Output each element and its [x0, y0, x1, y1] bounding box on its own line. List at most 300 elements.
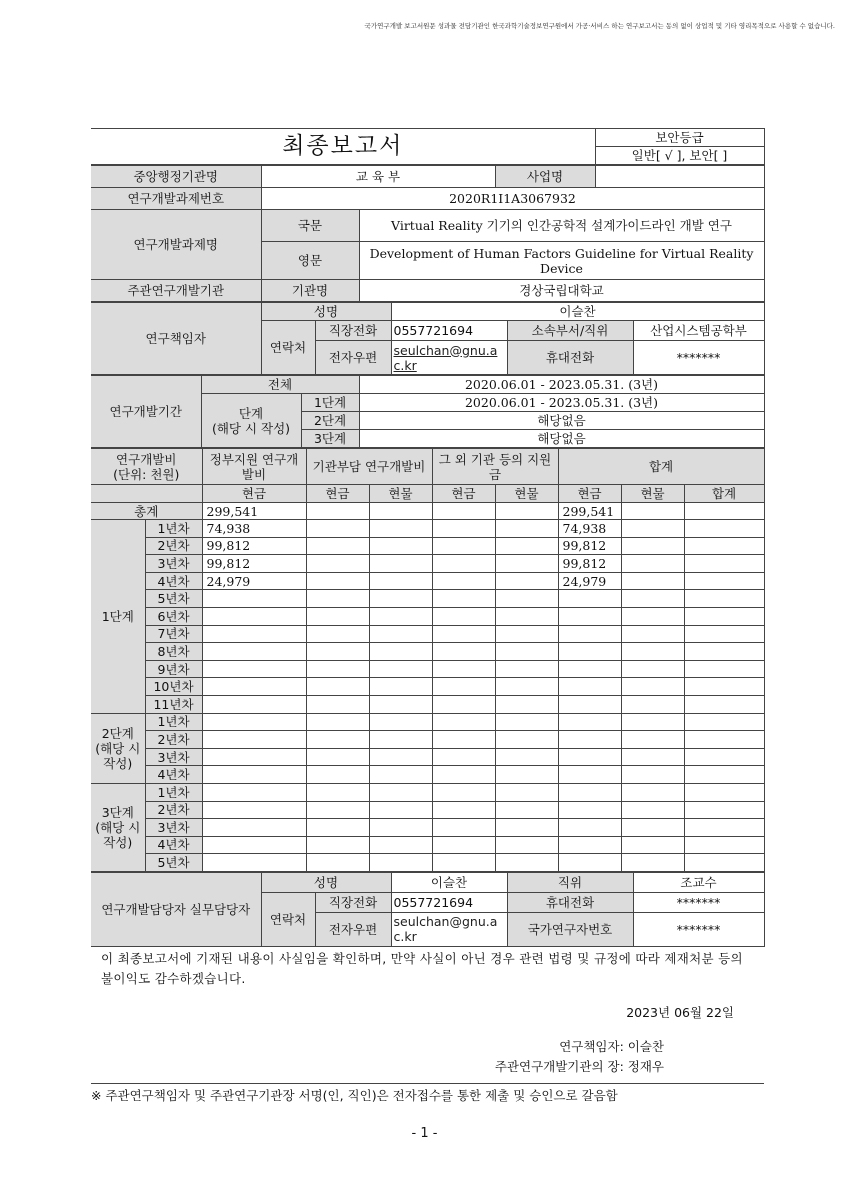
budget-total-cash: [558, 801, 621, 819]
budget-gov-cash: 99,812: [202, 555, 306, 573]
budget-cell: [684, 625, 764, 643]
budget-gov-cash: [202, 660, 306, 678]
budget-cell: [495, 854, 558, 872]
budget-cell: [621, 572, 684, 590]
budget-cell: [369, 607, 432, 625]
korean-title-label: 국문: [261, 210, 359, 242]
budget-year-row: [91, 695, 764, 713]
budget-cell: [684, 678, 764, 696]
budget-cell: [432, 713, 495, 731]
report-date: 2023년 06월 22일: [626, 1004, 734, 1020]
report-title: 최종보고서: [91, 129, 595, 165]
budget-cell: [369, 766, 432, 784]
budget-year-row: [91, 572, 764, 590]
budget-cell: [621, 819, 684, 837]
budget-cell: [369, 695, 432, 713]
budget-year-row: [91, 660, 764, 678]
period-stage-2-label: 2단계: [301, 412, 359, 430]
budget-cell: [684, 819, 764, 837]
budget-cell: [495, 537, 558, 555]
staff-mobile-value: *******: [633, 892, 764, 912]
final-report-form: [91, 128, 764, 1106]
budget-cell: [369, 801, 432, 819]
budget-cell: [684, 713, 764, 731]
budget-year-row: [91, 801, 764, 819]
period-stage-3-value: 해당없음: [359, 430, 764, 448]
budget-year-label: 4년차: [145, 836, 202, 854]
budget-cell: [369, 537, 432, 555]
period-total-label: 전체: [201, 376, 359, 394]
staff-name-value: 이슬찬: [391, 872, 507, 892]
budget-total-cash: [558, 660, 621, 678]
budget-col-total: 합계: [558, 449, 764, 485]
period-label: 연구개발기간: [91, 376, 201, 448]
budget-col-gov: 정부지원 연구개발비: [202, 449, 306, 485]
budget-cell: [621, 731, 684, 749]
pi-office-phone-label: 직장전화: [315, 321, 391, 341]
budget-cell: [495, 572, 558, 590]
stage2-label: 2단계 (해당 시 작성): [91, 713, 145, 783]
sub-inst-cash: 현금: [306, 485, 369, 503]
budget-cell: [369, 854, 432, 872]
budget-year-label: 1년차: [145, 783, 202, 801]
certification-statement: 이 최종보고서에 기재된 내용이 사실임을 확인하며, 만약 사실이 아닌 경우 관련 법령 및 규정에 따라 제재처분 등의 불이익도 감수하겠습니다.: [101, 950, 743, 986]
english-title-value: Development of Human Factors Guideline for Virtual Reality Device: [359, 242, 764, 280]
budget-cell: [306, 854, 369, 872]
budget-cell: [432, 678, 495, 696]
staff-office-phone-value: 0557721694: [391, 892, 507, 912]
budget-cell: [684, 537, 764, 555]
budget-cell: [621, 660, 684, 678]
project-name-label: 사업명: [495, 166, 595, 188]
budget-cell: [306, 713, 369, 731]
budget-year-row: [91, 713, 764, 731]
period-total-value: 2020.06.01 - 2023.05.31. (3년): [359, 376, 764, 394]
budget-total-cash: [558, 713, 621, 731]
period-table: [91, 375, 765, 448]
pi-label: 연구책임자: [91, 303, 261, 375]
budget-cell: [621, 643, 684, 661]
budget-cell: [369, 503, 432, 520]
budget-year-label: 5년차: [145, 854, 202, 872]
budget-year-label: 5년차: [145, 590, 202, 608]
budget-gov-cash: [202, 731, 306, 749]
task-title-label: 연구개발과제명: [91, 210, 261, 280]
budget-year-row: [91, 819, 764, 837]
signer-pi: 연구책임자: 이슬찬: [559, 1038, 664, 1054]
host-institution-label: 주관연구개발기관: [91, 280, 261, 302]
budget-cell: [369, 660, 432, 678]
budget-cell: [306, 819, 369, 837]
budget-cell: [495, 713, 558, 731]
budget-cell: [621, 854, 684, 872]
budget-gov-cash: [202, 607, 306, 625]
budget-gov-cash: [202, 801, 306, 819]
budget-cell: [369, 590, 432, 608]
pi-mobile-value: *******: [633, 341, 764, 375]
budget-cell: [684, 590, 764, 608]
budget-total-cash: 99,812: [558, 555, 621, 573]
budget-cell: [306, 678, 369, 696]
budget-year-label: 8년차: [145, 643, 202, 661]
budget-cell: [432, 643, 495, 661]
institution-name-label: 기관명: [261, 280, 359, 302]
budget-cell: [621, 625, 684, 643]
agency-value: 교 육 부: [261, 166, 495, 188]
pi-email-link[interactable]: seulchan@gnu.ac.kr: [393, 342, 498, 373]
budget-year-row: [91, 766, 764, 784]
budget-cell: [369, 713, 432, 731]
period-stage-1-value: 2020.06.01 - 2023.05.31. (3년): [359, 394, 764, 412]
budget-cell: [495, 819, 558, 837]
budget-gov-cash: [202, 854, 306, 872]
budget-cell: [432, 607, 495, 625]
budget-cell: [306, 695, 369, 713]
budget-cell: [621, 783, 684, 801]
budget-cell: [621, 678, 684, 696]
budget-cell: [369, 555, 432, 573]
budget-total-cash: [558, 678, 621, 696]
sub-inst-kind: 현물: [369, 485, 432, 503]
budget-cell: [684, 572, 764, 590]
budget-cell: [684, 555, 764, 573]
budget-label-cell: [91, 449, 202, 485]
budget-year-label: 6년차: [145, 607, 202, 625]
project-name-value: [595, 166, 764, 188]
staff-natl-id-label: 국가연구자번호: [507, 912, 633, 946]
budget-total-cash: [558, 643, 621, 661]
budget-gov-cash: [202, 643, 306, 661]
budget-subhead-blank: [91, 485, 202, 503]
budget-cell: [621, 695, 684, 713]
budget-year-label: 1년차: [145, 713, 202, 731]
budget-cell: [684, 660, 764, 678]
budget-cell: [306, 748, 369, 766]
budget-cell: [495, 643, 558, 661]
budget-cell: [621, 836, 684, 854]
period-stage-header: [201, 394, 301, 448]
staff-label: 연구개발담당자 실무담당자: [91, 872, 261, 946]
sub-other-kind: 현물: [495, 485, 558, 503]
pi-table: [91, 302, 765, 375]
budget-cell: [369, 819, 432, 837]
period-stage-1-label: 1단계: [301, 394, 359, 412]
budget-cell: [432, 801, 495, 819]
stage1-label: 1단계: [91, 520, 145, 714]
budget-cell: [306, 836, 369, 854]
sub-gov-cash: 현금: [202, 485, 306, 503]
period-stage-3-label: 3단계: [301, 430, 359, 448]
header-table: [91, 128, 765, 165]
budget-gov-cash: [202, 590, 306, 608]
budget-year-row: [91, 854, 764, 872]
budget-year-label: 2년차: [145, 801, 202, 819]
budget-cell: [621, 713, 684, 731]
budget-cell: [684, 695, 764, 713]
staff-email-link[interactable]: seulchan@gnu.ac.kr: [393, 914, 498, 945]
budget-total-cash: [558, 731, 621, 749]
staff-table: [91, 872, 765, 947]
budget-gov-cash: [202, 713, 306, 731]
budget-year-label: 10년차: [145, 678, 202, 696]
budget-cell: [495, 748, 558, 766]
pi-name-value: 이슬찬: [391, 303, 764, 321]
budget-cell: [306, 643, 369, 661]
budget-col-other: 그 외 기관 등의 지원금: [432, 449, 558, 485]
task-number-value: 2020R1I1A3067932: [261, 188, 764, 210]
budget-cell: [495, 660, 558, 678]
budget-cell: [684, 766, 764, 784]
budget-cell: [432, 766, 495, 784]
budget-total-cash: [558, 854, 621, 872]
budget-year-label: 11년차: [145, 695, 202, 713]
budget-gov-cash: 74,938: [202, 520, 306, 538]
budget-cell: [621, 590, 684, 608]
budget-gov-cash: 99,812: [202, 537, 306, 555]
budget-cell: [621, 520, 684, 538]
budget-year-row: [91, 537, 764, 555]
budget-cell: [306, 537, 369, 555]
budget-cell: [495, 836, 558, 854]
budget-total-cash: [558, 836, 621, 854]
budget-cell: [306, 555, 369, 573]
budget-cell: [432, 590, 495, 608]
budget-year-row: [91, 625, 764, 643]
budget-year-label: 1년차: [145, 520, 202, 538]
budget-cell: [432, 854, 495, 872]
budget-cell: [306, 660, 369, 678]
budget-cell: [306, 607, 369, 625]
budget-total-cash: [558, 625, 621, 643]
signer-head: 주관연구개발기관의 장: 정재우: [494, 1058, 664, 1074]
budget-cell: [621, 766, 684, 784]
budget-cell: [684, 731, 764, 749]
task-number-label: 연구개발과제번호: [91, 188, 261, 210]
institution-name-value: 경상국립대학교: [359, 280, 764, 302]
budget-total-cash: [558, 590, 621, 608]
staff-office-phone-label: 직장전화: [315, 892, 391, 912]
budget-cell: [369, 625, 432, 643]
budget-total-sum-cash: 299,541: [558, 503, 621, 520]
sub-total-sum: 합계: [684, 485, 764, 503]
agency-label: 중앙행정기관명: [91, 166, 261, 188]
copyright-notice: 국가연구개발 보고서원문 성과물 전담기관인 한국과학기술정보연구원에서 가공·서비스 하는 연구보고서는 동의 없이 상업적 및 기타 영리목적으로 사용할 수 없습니다.: [364, 22, 835, 30]
budget-cell: [495, 731, 558, 749]
budget-cell: [621, 503, 684, 520]
budget-year-row: [91, 731, 764, 749]
budget-cell: [432, 836, 495, 854]
budget-total-cash: [558, 819, 621, 837]
budget-year-label: 3년차: [145, 819, 202, 837]
korean-title-value: Virtual Reality 기기의 인간공학적 설계가이드라인 개발 연구: [359, 210, 764, 242]
budget-label: 연구개발비: [116, 451, 177, 467]
budget-year-row: [91, 678, 764, 696]
budget-gov-cash: [202, 766, 306, 784]
budget-col-inst: 기관부담 연구개발비: [306, 449, 432, 485]
staff-name-label: 성명: [261, 872, 391, 892]
budget-year-row: [91, 520, 764, 538]
budget-cell: [432, 660, 495, 678]
budget-gov-cash: 24,979: [202, 572, 306, 590]
budget-year-label: 3년차: [145, 555, 202, 573]
budget-cell: [621, 801, 684, 819]
budget-year-row: [91, 643, 764, 661]
budget-cell: [369, 643, 432, 661]
budget-year-row: [91, 607, 764, 625]
budget-cell: [306, 766, 369, 784]
budget-total-gov-cash: 299,541: [202, 503, 306, 520]
staff-position-value: 조교수: [633, 872, 764, 892]
budget-year-label: 2년차: [145, 537, 202, 555]
budget-cell: [684, 854, 764, 872]
budget-cell: [432, 520, 495, 538]
staff-position-label: 직위: [507, 872, 633, 892]
budget-year-label: 4년차: [145, 572, 202, 590]
budget-cell: [432, 537, 495, 555]
staff-email-value[interactable]: [391, 912, 507, 946]
budget-cell: [432, 503, 495, 520]
pi-dept-value: 산업시스템공학부: [633, 321, 764, 341]
budget-total-cash: [558, 607, 621, 625]
period-stage-label: 단계: [238, 405, 264, 421]
budget-cell: [369, 572, 432, 590]
info-table: [91, 165, 765, 302]
budget-cell: [369, 836, 432, 854]
pi-office-phone-value: 0557721694: [391, 321, 507, 341]
pi-dept-label: 소속부서/직위: [507, 321, 633, 341]
security-level-label: 보안등급: [595, 129, 764, 147]
budget-year-row: [91, 555, 764, 573]
budget-cell: [684, 503, 764, 520]
staff-email-label: 전자우편: [315, 912, 391, 946]
budget-total-cash: 99,812: [558, 537, 621, 555]
budget-cell: [369, 678, 432, 696]
budget-cell: [306, 590, 369, 608]
budget-total-cash: 74,938: [558, 520, 621, 538]
budget-cell: [684, 520, 764, 538]
budget-year-row: [91, 590, 764, 608]
budget-cell: [495, 801, 558, 819]
pi-name-label: 성명: [261, 303, 391, 321]
budget-cell: [621, 537, 684, 555]
staff-contact-label: 연락처: [261, 892, 315, 946]
budget-gov-cash: [202, 625, 306, 643]
budget-table: [91, 448, 765, 872]
budget-cell: [432, 783, 495, 801]
footnote: ※ 주관연구책임자 및 주관연구기관장 서명(인, 직인)은 전자접수를 통한 제출 및 승인으로 갈음함: [91, 1087, 618, 1103]
budget-year-label: 9년차: [145, 660, 202, 678]
budget-gov-cash: [202, 678, 306, 696]
budget-year-row: [91, 783, 764, 801]
budget-unit: (단위: 천원): [113, 466, 180, 482]
budget-gov-cash: [202, 783, 306, 801]
budget-cell: [369, 731, 432, 749]
pi-mobile-label: 휴대전화: [507, 341, 633, 375]
sub-total-cash: 현금: [558, 485, 621, 503]
page-number: - 1 -: [411, 1126, 438, 1141]
budget-cell: [495, 766, 558, 784]
budget-cell: [432, 572, 495, 590]
budget-cell: [495, 503, 558, 520]
budget-year-label: 4년차: [145, 766, 202, 784]
budget-year-row: [91, 748, 764, 766]
budget-total-cash: [558, 766, 621, 784]
budget-total-cash: 24,979: [558, 572, 621, 590]
budget-gov-cash: [202, 695, 306, 713]
budget-cell: [684, 748, 764, 766]
budget-cell: [306, 783, 369, 801]
budget-cell: [621, 748, 684, 766]
budget-cell: [369, 783, 432, 801]
budget-gov-cash: [202, 836, 306, 854]
staff-mobile-label: 휴대전화: [507, 892, 633, 912]
budget-cell: [495, 555, 558, 573]
stage3-label: 3단계 (해당 시 작성): [91, 783, 145, 871]
budget-total-cash: [558, 695, 621, 713]
pi-email-label: 전자우편: [315, 341, 391, 375]
pi-email-value[interactable]: [391, 341, 507, 375]
budget-cell: [432, 819, 495, 837]
budget-total-label: 총계: [91, 503, 202, 520]
pi-contact-label: 연락처: [261, 321, 315, 375]
budget-cell: [495, 590, 558, 608]
budget-cell: [369, 520, 432, 538]
budget-total-row: [91, 503, 764, 520]
budget-cell: [495, 520, 558, 538]
budget-cell: [432, 555, 495, 573]
budget-cell: [306, 520, 369, 538]
budget-cell: [495, 783, 558, 801]
budget-year-label: 7년차: [145, 625, 202, 643]
budget-cell: [684, 801, 764, 819]
budget-cell: [684, 783, 764, 801]
budget-cell: [684, 836, 764, 854]
budget-year-label: 2년차: [145, 731, 202, 749]
sub-total-kind: 현물: [621, 485, 684, 503]
staff-natl-id-value: *******: [633, 912, 764, 946]
budget-year-row: [91, 836, 764, 854]
budget-cell: [306, 801, 369, 819]
budget-cell: [306, 503, 369, 520]
english-title-label: 영문: [261, 242, 359, 280]
budget-cell: [432, 748, 495, 766]
budget-gov-cash: [202, 748, 306, 766]
budget-total-cash: [558, 783, 621, 801]
budget-cell: [432, 731, 495, 749]
budget-total-cash: [558, 748, 621, 766]
budget-cell: [432, 625, 495, 643]
budget-cell: [495, 695, 558, 713]
budget-cell: [684, 607, 764, 625]
budget-cell: [369, 748, 432, 766]
budget-cell: [432, 695, 495, 713]
security-level-value: 일반[ √ ], 보안[ ]: [595, 147, 764, 165]
budget-gov-cash: [202, 819, 306, 837]
budget-cell: [495, 607, 558, 625]
budget-cell: [306, 731, 369, 749]
budget-cell: [306, 625, 369, 643]
period-stage-2-value: 해당없음: [359, 412, 764, 430]
budget-cell: [621, 607, 684, 625]
budget-cell: [306, 572, 369, 590]
sub-other-cash: 현금: [432, 485, 495, 503]
budget-cell: [495, 678, 558, 696]
period-stage-note: (해당 시 작성): [211, 420, 291, 436]
budget-year-label: 3년차: [145, 748, 202, 766]
footnote-divider: [91, 1083, 764, 1084]
budget-cell: [495, 625, 558, 643]
budget-cell: [621, 555, 684, 573]
